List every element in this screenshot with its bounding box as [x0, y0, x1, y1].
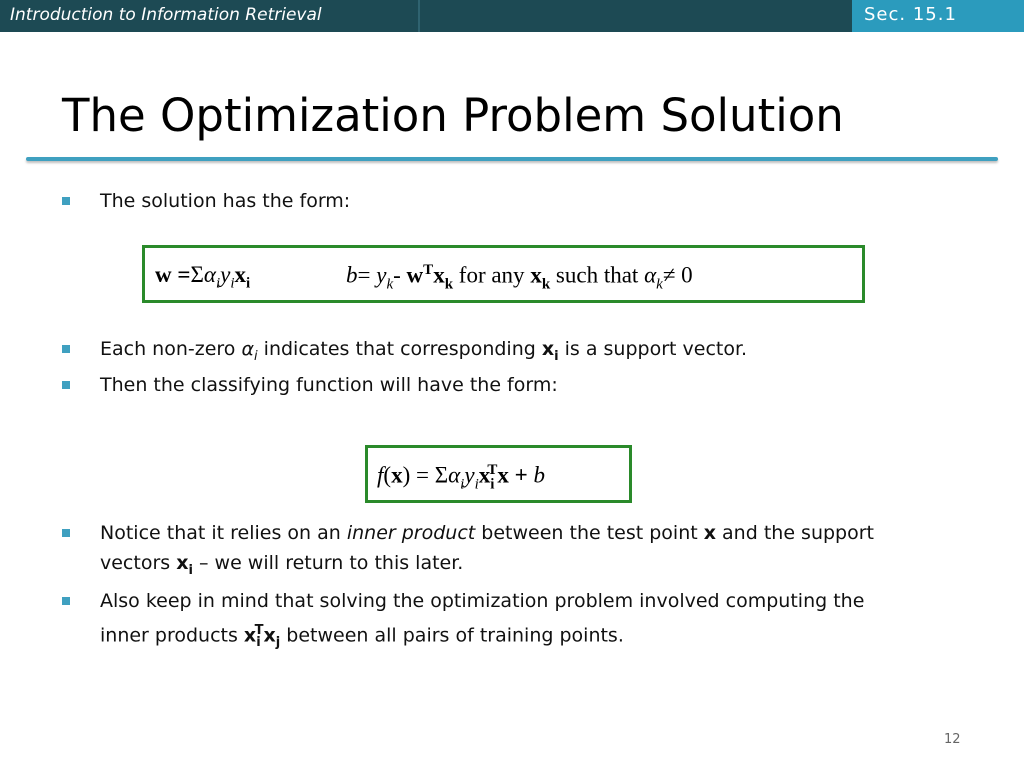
bullet-text-line-1: Also keep in mind that solving the optimization problem involved computing the — [100, 590, 865, 612]
bullet-text-line-1: Notice that it relies on an inner product between the test point x and the support — [100, 522, 874, 544]
bias-formula: $b= y_k-$ $w^Tx_k$ for any $x_k$ such that $\alpha_k\ne 0$ — [346, 262, 693, 293]
bullet-text: Each non-zero $\alpha_i$ indicates that corresponding $x_i$ is a support vector. — [100, 338, 748, 364]
classifier-formula: $f(x) = \Sigma\alpha_iy_ix_i^Tx + b$ — [377, 462, 546, 493]
bullet-text-line-2: vectors $x_i$ – we will return to this later. — [100, 552, 464, 578]
header-bar — [0, 0, 1024, 32]
header-divider — [418, 0, 420, 32]
bullet-text: The solution has the form: — [100, 190, 351, 212]
solution-formula-box — [142, 245, 865, 303]
bullet-square-icon — [62, 529, 70, 537]
bullet-text: Then the classifying function will have the form: — [100, 374, 558, 396]
section-badge — [852, 0, 1024, 32]
bullet-square-icon — [62, 345, 70, 353]
classifier-formula-box — [365, 445, 632, 503]
bullet-text-line-2: inner products $x_i^Tx_j$ between all pairs of training points. — [100, 623, 624, 651]
section-label: Sec. 15.1 — [864, 4, 957, 25]
bullet-square-icon — [62, 597, 70, 605]
title-underline — [26, 157, 998, 161]
weight-formula: $w =\Sigma\alpha_iy_ix_i$ — [155, 262, 251, 292]
bullet-square-icon — [62, 381, 70, 389]
slide-title: The Optimization Problem Solution — [62, 89, 844, 142]
course-title: Introduction to Information Retrieval — [10, 5, 322, 25]
bullet-square-icon — [62, 197, 70, 205]
page-number: 12 — [944, 732, 961, 747]
